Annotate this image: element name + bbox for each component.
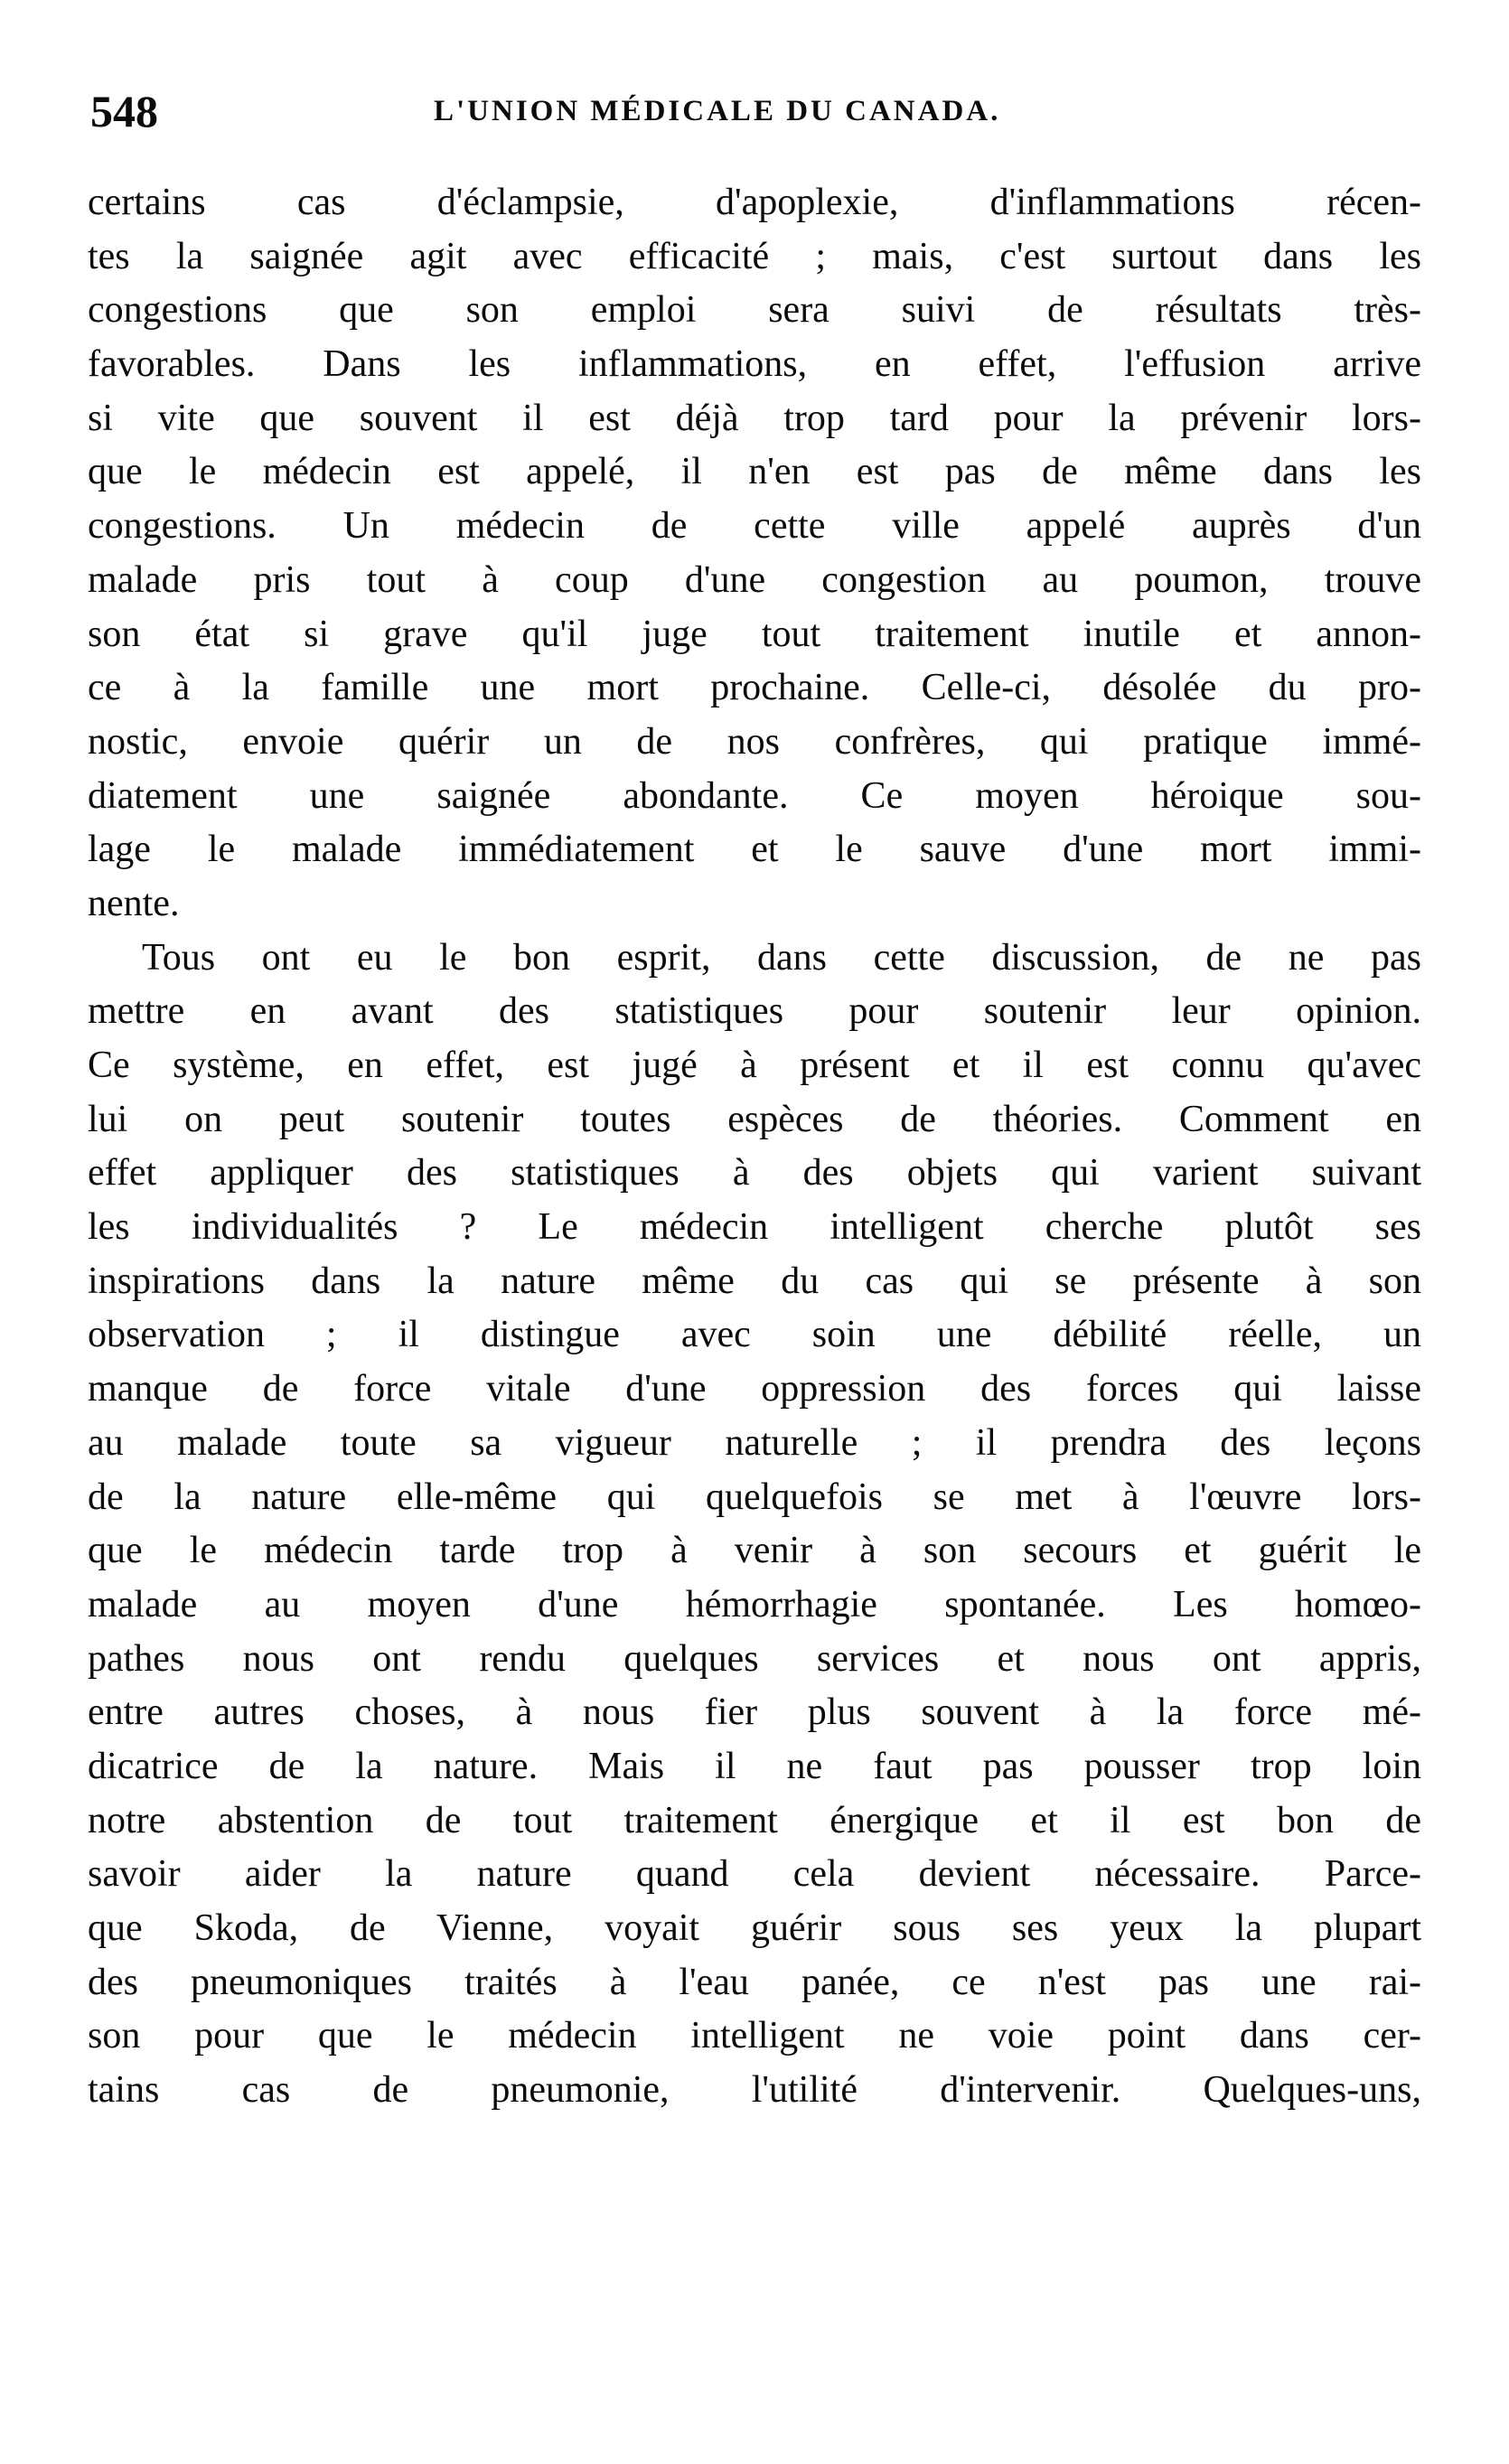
text-line: effet appliquer des statistiques à des objets qui varient suivant: [88, 1152, 1421, 1195]
text-line: entre autres choses, à nous fier plus souvent à la force mé-: [88, 1691, 1421, 1734]
text-line: inspirations dans la nature même du cas qui se présente à son: [88, 1260, 1421, 1302]
text-line: pathes nous ont rendu quelques services et nous ont appris,: [88, 1637, 1421, 1680]
text-line: lage le malade immédiatement et le sauve d'une mort immi-: [88, 829, 1421, 871]
paragraph-2: [88, 932, 1421, 2118]
body-text: [88, 176, 1421, 2118]
text-line: congestions. Un médecin de cette ville appelé auprès d'un: [88, 505, 1421, 548]
text-line: malade au moyen d'une hémorrhagie spontanée. Les homœo-: [88, 1583, 1421, 1625]
text-line: manque de force vitale d'une oppression des forces qui laisse: [88, 1368, 1421, 1410]
text-line: les individualités ? Le médecin intelligent cherche plutôt ses: [88, 1206, 1421, 1249]
text-line: de la nature elle-même qui quelquefois se met à l'œuvre lors-: [88, 1476, 1421, 1518]
text-line: nostic, envoie quérir un de nos confrères, qui pratique immé-: [88, 720, 1421, 763]
page-number: 548: [90, 86, 158, 136]
paragraph-1: [88, 176, 1421, 932]
text-line: savoir aider la nature quand cela devient nécessaire. Parce-: [88, 1853, 1421, 1896]
text-line: ce à la famille une mort prochaine. Celle-ci, désolée du pro-: [88, 667, 1421, 709]
text-line: diatement une saignée abondante. Ce moyen héroique sou-: [88, 774, 1421, 817]
text-line: si vite que souvent il est déjà trop tard pour la prévenir lors-: [88, 397, 1421, 439]
text-line: dicatrice de la nature. Mais il ne faut pas pousser trop loin: [88, 1745, 1421, 1787]
text-line: malade pris tout à coup d'une congestion au poumon, trouve: [88, 558, 1421, 601]
text-line: Ce système, en effet, est jugé à présent et il est connu qu'avec: [88, 1045, 1421, 1086]
running-head: [90, 80, 1428, 143]
text-line: au malade toute sa vigueur naturelle ; il prendra des leçons: [88, 1421, 1421, 1464]
text-line: tes la saignée agit avec efficacité ; mais, c'est surtout dans les: [88, 235, 1421, 277]
text-line: favorables. Dans les inflammations, en effet, l'effusion arrive: [88, 343, 1421, 386]
text-line: certains cas d'éclampsie, d'apoplexie, d'inflammations récen-: [88, 182, 1421, 223]
text-line: observation ; il distingue avec soin une débilité réelle, un: [88, 1314, 1421, 1356]
text-line: son état si grave qu'il juge tout traitement inutile et annon-: [88, 613, 1421, 655]
text-line: mettre en avant des statistiques pour soutenir leur opinion.: [88, 990, 1421, 1033]
text-line: Tous ont eu le bon esprit, dans cette discussion, de ne pas: [142, 936, 1421, 979]
text-line: congestions que son emploi sera suivi de résultats très-: [88, 289, 1421, 332]
journal-title: L'UNION MÉDICALE DU CANADA.: [434, 95, 1001, 127]
text-line: son pour que le médecin intelligent ne voie point dans cer-: [88, 2015, 1421, 2057]
text-line: tains cas de pneumonie, l'utilité d'intervenir. Quelques-uns,: [88, 2069, 1421, 2112]
text-line: notre abstention de tout traitement énergique et il est bon de: [88, 1799, 1421, 1841]
text-line: lui on peut soutenir toutes espèces de théories. Comment en: [88, 1098, 1421, 1140]
text-line: que le médecin tarde trop à venir à son secours et guérit le: [88, 1530, 1421, 1572]
text-line: que Skoda, de Vienne, voyait guérir sous ses yeux la plupart: [88, 1907, 1421, 1949]
text-line: nente.: [88, 882, 180, 924]
text-line: que le médecin est appelé, il n'en est pas de même dans les: [88, 451, 1421, 493]
text-line: des pneumoniques traités à l'eau panée, ce n'est pas une rai-: [88, 1961, 1421, 2003]
